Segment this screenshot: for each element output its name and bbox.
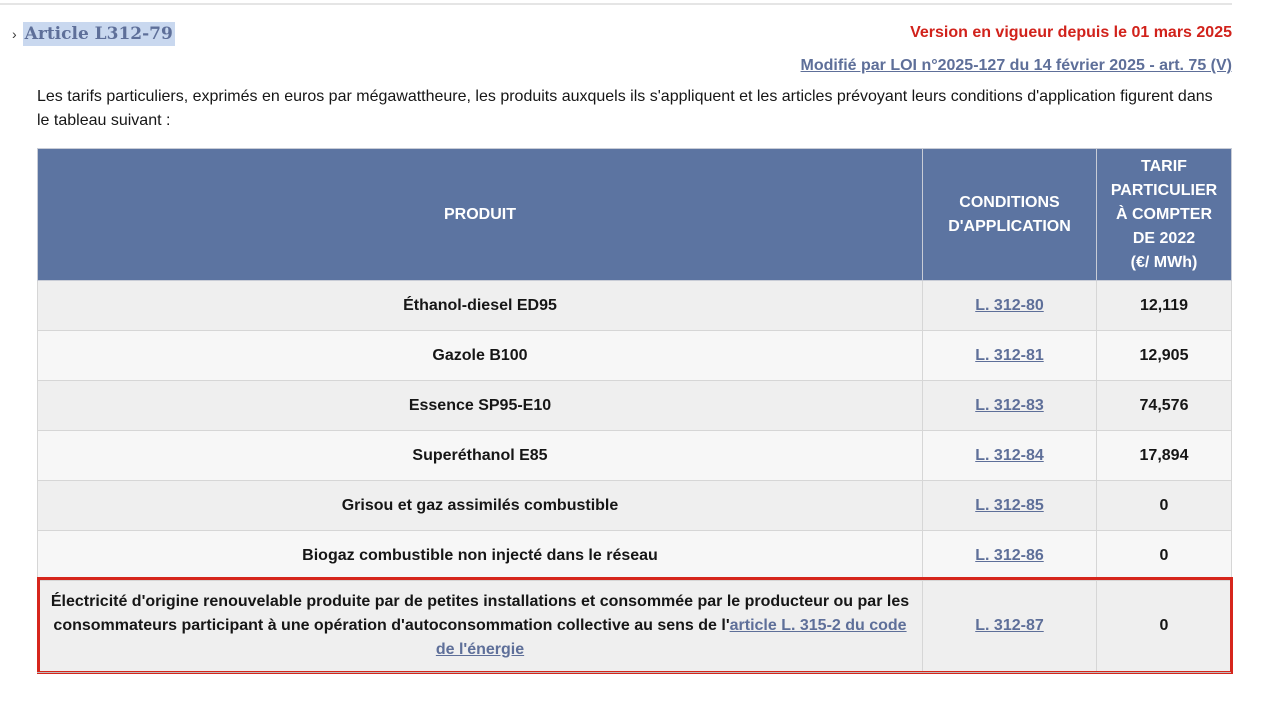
table-row: [38, 531, 1232, 581]
condition-link[interactable]: L. 312-81: [975, 346, 1044, 364]
modified-by-link[interactable]: Modifié par LOI n°2025-127 du 14 février 2025 - art. 75 (V): [800, 57, 1232, 74]
article-title[interactable]: Article L312-79: [24, 24, 173, 44]
product-cell: Gazole B100: [38, 331, 923, 381]
condition-cell: [923, 531, 1097, 581]
product-cell: Superéthanol E85: [38, 431, 923, 481]
condition-link[interactable]: L. 312-84: [975, 446, 1044, 464]
code-energie-link[interactable]: article L. 315-2 du code de l'énergie: [435, 617, 907, 658]
header-tarif-label: TARIF PARTICULIER À COMPTER DE 2022: [1110, 157, 1218, 247]
condition-link[interactable]: L. 312-80: [975, 296, 1044, 314]
table-row: [38, 381, 1232, 431]
table-row: [38, 281, 1232, 331]
article-header[interactable]: [12, 22, 175, 46]
product-cell: [38, 581, 923, 672]
tarifs-table: [37, 148, 1232, 672]
tarif-cell: 0: [1097, 531, 1232, 581]
tarif-cell: 0: [1097, 481, 1232, 531]
tarif-cell: 12,905: [1097, 331, 1232, 381]
condition-link[interactable]: L. 312-85: [975, 496, 1044, 514]
product-cell: Biogaz combustible non injecté dans le réseau: [38, 531, 923, 581]
product-cell: Éthanol-diesel ED95: [38, 281, 923, 331]
version-status: Version en vigueur depuis le 01 mars 2025: [910, 24, 1232, 41]
table-row: [38, 331, 1232, 381]
tarif-cell: 74,576: [1097, 381, 1232, 431]
product-text: Électricité d'origine renouvelable produite par de petites installations et consommée par le producteur ou par les consommateurs participant à une opération d'autoconsommation collective au sens de l': [50, 593, 910, 634]
table-row-highlighted: [38, 581, 1232, 672]
condition-link[interactable]: L. 312-83: [975, 396, 1044, 414]
table-bottom-rule: [37, 672, 1231, 673]
table-row: [38, 431, 1232, 481]
condition-link[interactable]: L. 312-87: [975, 617, 1044, 634]
header-tarif-unit: (€/ MWh): [1130, 253, 1198, 271]
tarif-cell: 12,119: [1097, 281, 1232, 331]
header-conditions: CONDITIONS D'APPLICATION: [923, 149, 1097, 281]
top-divider: [0, 3, 1232, 5]
condition-cell: [923, 381, 1097, 431]
condition-link[interactable]: L. 312-86: [975, 546, 1044, 564]
intro-paragraph: Les tarifs particuliers, exprimés en euros par mégawattheure, les produits auxquels ils s'appliquent et les articles prévoyant leurs conditions d'application figurent dans le tableau suivant :: [37, 88, 1213, 129]
tarif-cell: 17,894: [1097, 431, 1232, 481]
header-product: PRODUIT: [38, 149, 923, 281]
tarif-cell: 0: [1097, 581, 1232, 672]
condition-cell: [923, 481, 1097, 531]
condition-cell: [923, 331, 1097, 381]
header-tarif: [1097, 149, 1232, 281]
condition-cell: [923, 431, 1097, 481]
table-row: [38, 481, 1232, 531]
chevron-right-icon[interactable]: ›: [12, 26, 17, 42]
condition-cell: [923, 581, 1097, 672]
product-cell: Grisou et gaz assimilés combustible: [38, 481, 923, 531]
condition-cell: [923, 281, 1097, 331]
product-cell: Essence SP95-E10: [38, 381, 923, 431]
